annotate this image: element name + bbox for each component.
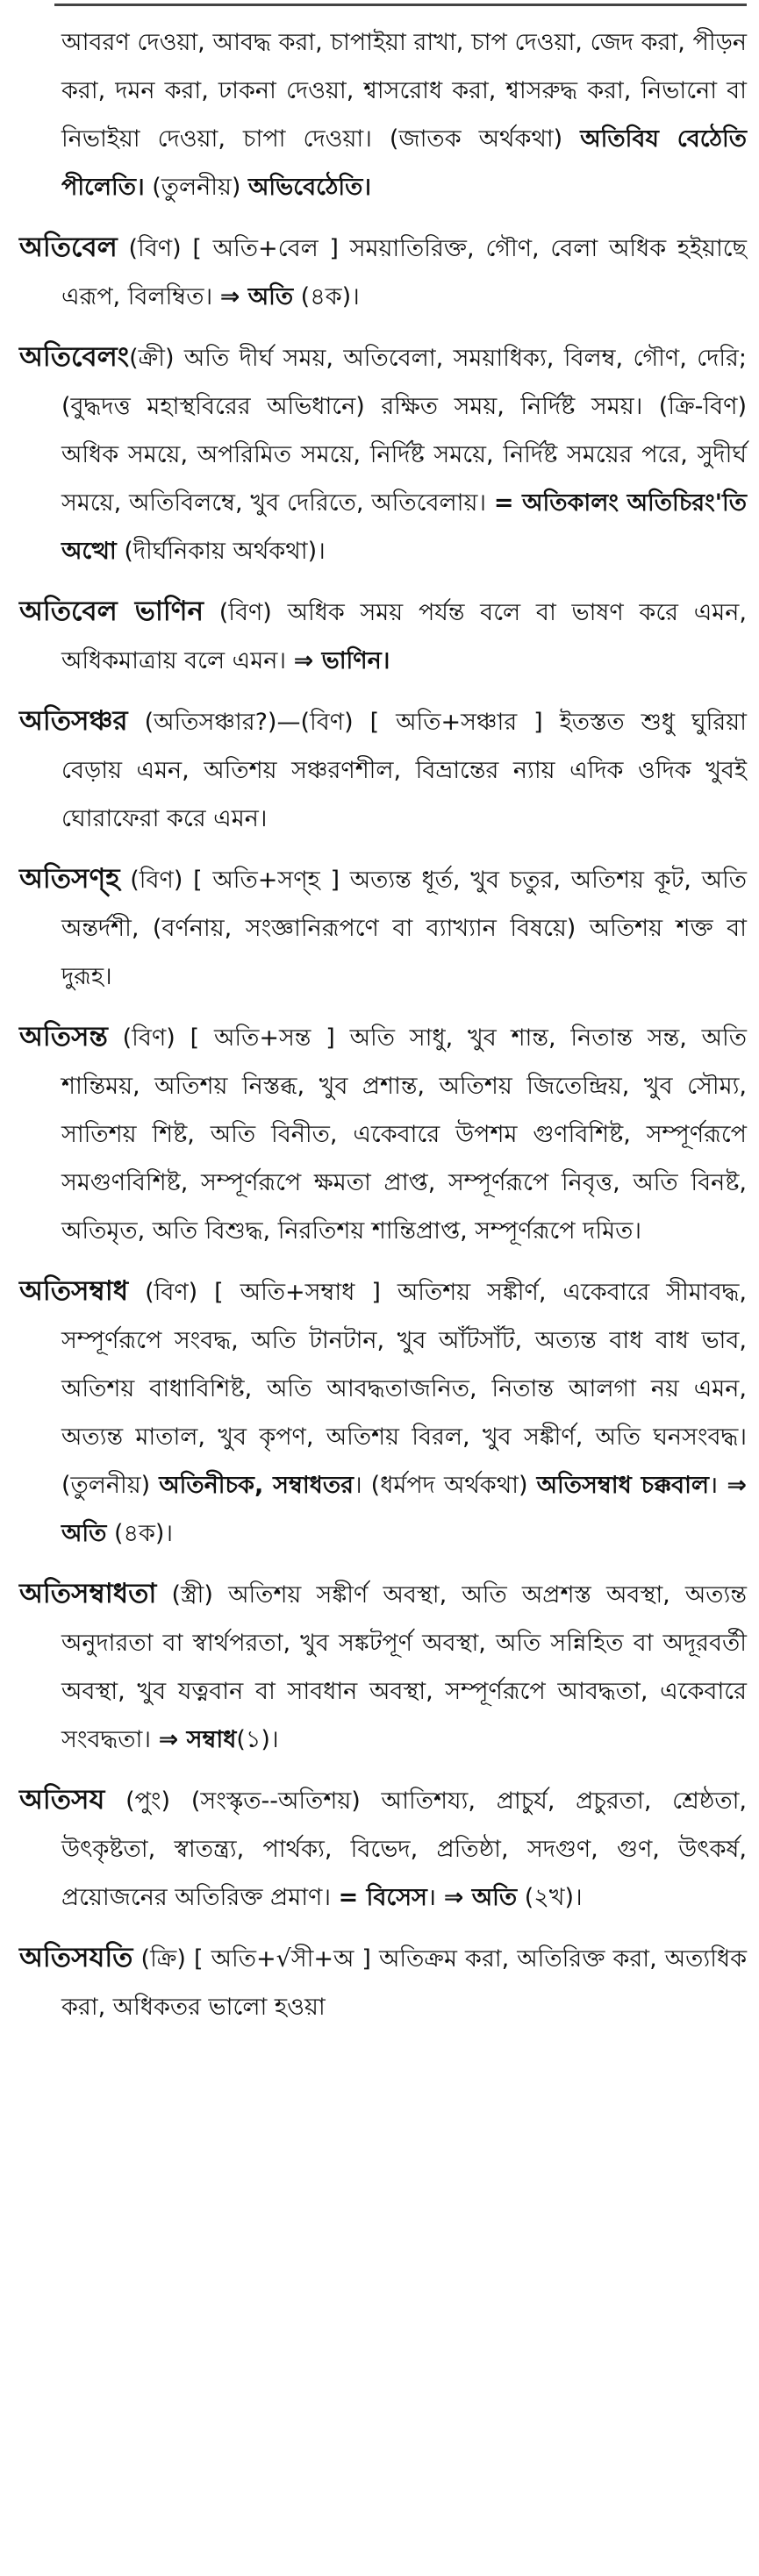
definition: (ক্রী) অতি দীর্ঘ সময়, অতিবেলা, সময়াধিক্য, বিলম্ব, গৌণ, দেরি; (বুদ্ধদত্ত মহাস্থবিরের অভিধানে) রক্ষিত সময়, নির্দিষ্ট সময়। (ক্রি-বিণ) অধিক সময়ে, অপরিমিত সময়ে, নির্দিষ্ট সময়ে, নির্দিষ্ট সময়ের পরে, সুদীর্ঘ সময়ে, অতিবিলম্বে, খুব দেরিতে, অতিবেলায়। xyxy=(61,345,747,517)
headword: অতিবেল xyxy=(19,232,118,263)
equivalent: = অতিকালং অতিচিরং'তি অত্থো xyxy=(61,489,747,565)
quote-bold: অতিবিয বেঠেতি পীলেতি। xyxy=(61,125,747,201)
cross-reference: ⇒ অতি xyxy=(219,283,294,310)
entry-continuation xyxy=(61,18,747,211)
entry-ativela-bhanin xyxy=(19,588,747,685)
entry-text: আবরণ দেওয়া, আবদ্ধ করা, চাপাইয়া রাখা, চাপ দেওয়া, জেদ করা, পীড়ন করা, দমন করা, ঢাকনা দেওয়া, শ্বাসরোধ করা, শ্বাসরুদ্ধ করা, নিভানো বা নিভাইয়া দেওয়া, চাপা দেওয়া। (জাতক অর্থকথা) xyxy=(61,29,747,153)
definition: (পুং) (সংস্কৃত--অতিশয়) আতিশয্য, প্রাচুর্য, প্রচুরতা, শ্রেষ্ঠতা, উৎকৃষ্টতা, স্বাতন্ত্র্য, পার্থক্য, বিভেদ, প্রতিষ্ঠা, সদগুণ, গুণ, উৎকর্ষ, প্রয়োজনের অতিরিক্ত প্রমাণ। xyxy=(61,1788,747,1911)
entry-atisanchara xyxy=(19,697,747,843)
source-note: । (ধর্মপদ অর্থকথা) xyxy=(353,1472,537,1499)
example-phrase: অতিসম্বাধ চক্কবাল xyxy=(536,1472,710,1499)
separator: । xyxy=(709,1472,727,1499)
entry-atisayati xyxy=(19,1934,747,2031)
definition: (বিণ) [ অতি+সন্ত ] অতি সাধু, খুব শান্ত, নিতান্ত সন্ত, অতি শান্তিময়, অতিশয় নিস্তব্ধ, খুব প্রশান্ত, অতিশয় জিতেন্দ্রিয়, খুব সৌম্য, সাতিশয় শিষ্ট, অতি বিনীত, একেবারে উপশম গুণবিশিষ্ট, সম্পূর্ণরূপে সমগুণবিশিষ্ট, সম্পূর্ণরূপে ক্ষমতা প্রাপ্ত, সম্পূর্ণরূপে নিবৃত্ত, অতি বিনষ্ট, অতিমৃত, অতি বিশুদ্ধ, নিরতিশয় শান্তিপ্রাপ্ত, সম্পূর্ণরূপে দমিত। xyxy=(61,1024,747,1245)
quote-ref: অভিবেঠেতি। xyxy=(248,174,372,201)
headword: অতিসযতি xyxy=(19,1942,133,1973)
quote-tail: (তুলনীয়) xyxy=(144,174,249,201)
entry-atisanha xyxy=(19,855,747,1001)
cross-reference-tail: (৪ক)। xyxy=(106,1520,174,1547)
cross-reference-tail: (৪ক)। xyxy=(293,283,360,310)
entry-ativela xyxy=(19,224,747,321)
cross-reference: ⇒ অতি xyxy=(443,1884,518,1911)
definition: (বিণ) [ অতি+সম্বাধ ] অতিশয় সঙ্কীর্ণ, একেবারে সীমাবদ্ধ, সম্পূর্ণরূপে সংবদ্ধ, অতি টানটান, খুব আঁটসাঁট, অত্যন্ত বাধ বাধ ভাব, অতিশয় বাধাবিশিষ্ট, অতি আবদ্ধতাজনিত, নিতান্ত আলগা নয় এমন, অত্যন্ত মাতাল, খুব কৃপণ, অতিশয় বিরল, খুব সঙ্কীর্ণ, অতি ঘনসংবদ্ধ। (তুলনীয়) xyxy=(61,1279,747,1499)
entry-atisambadhata xyxy=(19,1570,747,1764)
definition: (ক্রি) [ অতি+√সী+অ ] অতিক্রম করা, অতিরিক্ত করা, অত্যধিক করা, অধিকতর ভালো হওয়া xyxy=(61,1945,747,2021)
headword: অতিসম্বাধতা xyxy=(19,1578,157,1609)
headword: অতিবেল ভাণিন xyxy=(19,596,204,627)
entry-atisambadha xyxy=(19,1267,747,1558)
definition: (বিণ) [ অতি+বেল ] সময়াতিরিক্ত, গৌণ, বেলা অধিক হইয়াছে এরূপ, বিলম্বিত। xyxy=(61,235,747,310)
cross-reference: ⇒ সম্বাধ xyxy=(158,1726,237,1753)
definition: (অতিসঞ্চার?)—(বিণ) [ অতি+সঞ্চার ] ইতস্তত শুধু ঘুরিয়া বেড়ায় এমন, অতিশয় সঞ্চরণশীল, বিভ্রান্তের ন্যায় এদিক ওদিক খুবই ঘোরাফেরা করে এমন। xyxy=(61,709,747,832)
definition: (বিণ) [ অতি+সণ্হ ] অত্যন্ত ধূর্ত, খুব চতুর, অতিশয় কূট, অতি অন্তর্দশী, (বর্ণনায়, সংজ্ঞানিরূপণে বা ব্যাখ্যান বিষয়ে) অতিশয় শক্ত বা দুরূহ। xyxy=(61,867,747,990)
headword: অতিসঞ্চর xyxy=(19,705,128,737)
entry-atisaya xyxy=(19,1776,747,1922)
headword: অতিসয xyxy=(19,1784,105,1816)
definition: (স্ত্রী) অতিশয় সঙ্কীর্ণ অবস্থা, অতি অপ্রশস্ত অবস্থা, অত্যন্ত অনুদারতা বা স্বার্থপরতা, খুব সঙ্কটপূর্ণ অবস্থা, অতি সন্নিহিত বা অদূরবর্তী অবস্থা, খুব যত্নবান বা সাবধান অবস্থা, সম্পূর্ণরূপে আবদ্ধতা, একেবারে সংবদ্ধতা। xyxy=(61,1581,747,1753)
separator: । xyxy=(426,1884,444,1911)
page-top-rule xyxy=(54,4,747,11)
cross-reference: ⇒ অতি xyxy=(61,1472,747,1547)
compare-terms: অতিনীচক, সম্বাধতর xyxy=(159,1472,354,1499)
entry-atisanta xyxy=(19,1013,747,1255)
cross-reference: ⇒ ভাণিন। xyxy=(293,647,390,674)
headword: অতিসন্ত xyxy=(19,1021,108,1053)
headword: অতিসণ্হ xyxy=(19,863,120,895)
cross-reference-tail: (১)। xyxy=(236,1726,279,1753)
cross-reference-tail: (২খ)। xyxy=(517,1884,583,1911)
headword: অতিবেলং xyxy=(19,341,130,373)
entry-ativelam xyxy=(19,333,747,575)
definition: (বিণ) অধিক সময় পর্যন্ত বলে বা ভাষণ করে এমন, অধিকমাত্রায় বলে এমন। xyxy=(61,599,747,674)
headword: অতিসম্বাধ xyxy=(19,1275,129,1307)
equivalent: = বিসেস xyxy=(338,1884,427,1911)
source-note: (দীর্ঘনিকায় অর্থকথা)। xyxy=(116,538,326,565)
